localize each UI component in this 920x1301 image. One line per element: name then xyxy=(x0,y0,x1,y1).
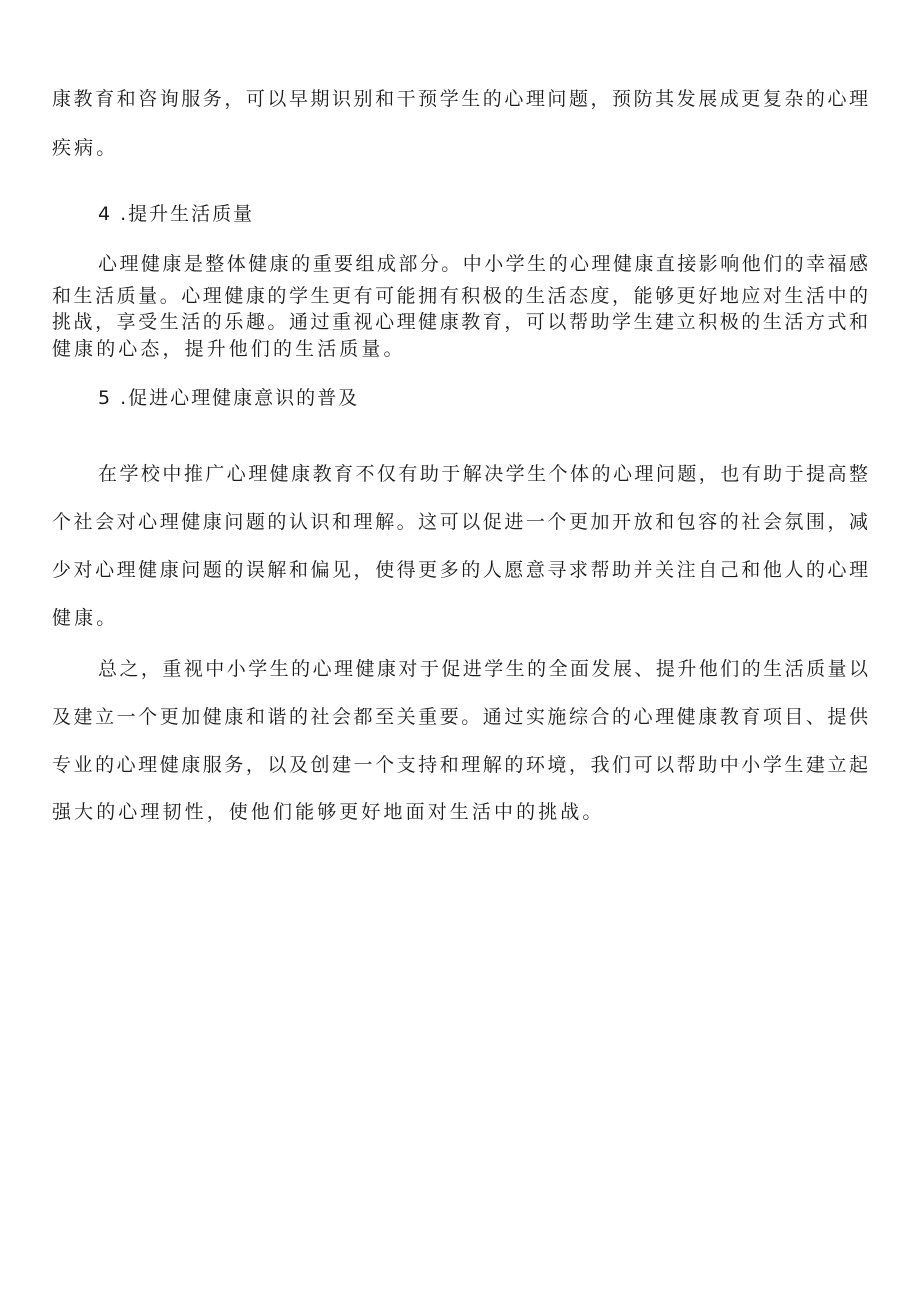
paragraph-line: 强大的心理韧性，使他们能够更好地面对生活中的挑战。 xyxy=(52,801,605,823)
paragraph-line: 疾病。 xyxy=(52,137,119,159)
section-heading: 5 .促进心理健康意识的普及 xyxy=(98,387,360,409)
paragraph-line: 康教育和咨询服务，可以早期识别和干预学生的心理问题，预防其发展成更复杂的心理 xyxy=(52,88,868,110)
paragraph-line: 心理健康是整体健康的重要组成部分。中小学生的心理健康直接影响他们的幸福感 xyxy=(98,253,868,275)
paragraph-line: 及建立一个更加健康和谐的社会都至关重要。通过实施综合的心理健康教育项目、提供 xyxy=(52,706,868,728)
paragraph-line: 个社会对心理健康问题的认识和理解。这可以促进一个更加开放和包容的社会氛围，减 xyxy=(52,511,868,533)
paragraph-line: 和生活质量。心理健康的学生更有可能拥有积极的生活态度，能够更好地应对生活中的 xyxy=(52,285,868,307)
section-heading: 4 .提升生活质量 xyxy=(98,203,255,225)
paragraph-line: 健康。 xyxy=(52,607,119,629)
paragraph-line: 少对心理健康问题的误解和偏见，使得更多的人愿意寻求帮助并关注自己和他人的心理 xyxy=(52,559,868,581)
paragraph-line: 专业的心理健康服务，以及创建一个支持和理解的环境，我们可以帮助中小学生建立起 xyxy=(52,754,868,776)
paragraph-line: 在学校中推广心理健康教育不仅有助于解决学生个体的心理问题，也有助于提高整 xyxy=(98,463,868,485)
paragraph-line: 挑战，享受生活的乐趣。通过重视心理健康教育，可以帮助学生建立积极的生活方式和 xyxy=(52,311,868,333)
paragraph-line: 总之，重视中小学生的心理健康对于促进学生的全面发展、提升他们的生活质量以 xyxy=(98,658,868,680)
paragraph-line: 健康的心态，提升他们的生活质量。 xyxy=(52,338,406,360)
